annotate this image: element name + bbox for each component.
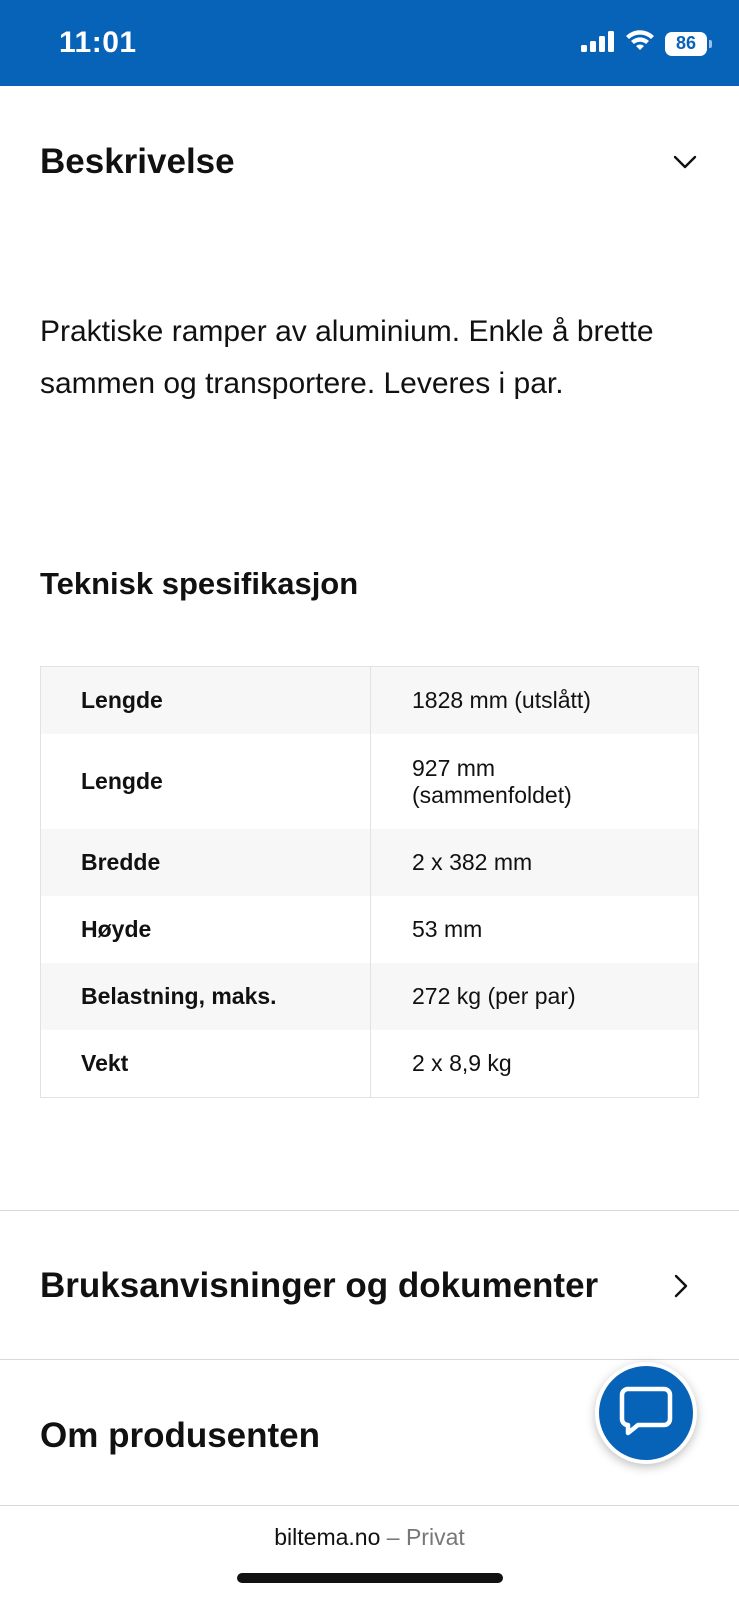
url-domain: biltema.no — [274, 1524, 381, 1550]
spec-table — [40, 666, 699, 1098]
table-row — [41, 1030, 698, 1097]
description-header[interactable] — [40, 136, 699, 188]
spec-label: Bredde — [41, 829, 371, 896]
table-row — [41, 667, 698, 734]
status-icons — [581, 30, 707, 57]
description-text: Praktiske ramper av aluminium. Enkle å brette sammen og transportere. Leveres i par. — [40, 315, 654, 400]
manuals-title: Bruksanvisninger og dokumenter — [40, 1266, 599, 1305]
chat-icon — [618, 1385, 674, 1442]
table-row — [41, 829, 698, 896]
about-producer-title: Om produsenten — [40, 1416, 321, 1455]
spec-label: Lengde — [41, 734, 371, 829]
divider — [0, 1359, 739, 1360]
status-bar — [0, 0, 739, 86]
wifi-icon — [625, 30, 655, 57]
spec-value: 1828 mm (utslått) — [412, 687, 591, 713]
divider — [0, 1210, 739, 1211]
spec-value: 927 mm (sammenfoldet) — [412, 754, 572, 808]
status-time: 11:01 — [59, 26, 137, 59]
chevron-right-icon — [667, 1272, 695, 1300]
chevron-down-icon[interactable] — [671, 148, 699, 176]
spec-value: 2 x 382 mm — [412, 849, 533, 875]
spec-label: Belastning, maks. — [41, 963, 371, 1030]
description-title: Beskrivelse — [40, 142, 235, 181]
table-row — [41, 896, 698, 963]
spec-label: Lengde — [41, 667, 371, 734]
signal-icon — [581, 30, 615, 57]
table-row — [41, 734, 698, 829]
spec-value: 2 x 8,9 kg — [412, 1050, 512, 1076]
manuals-section-link[interactable] — [40, 1258, 695, 1314]
table-row — [41, 963, 698, 1030]
url-separator: – — [386, 1524, 400, 1550]
spec-value: 272 kg (per par) — [412, 983, 576, 1009]
spec-title: Teknisk spesifikasjon — [40, 566, 359, 601]
browser-url-bar[interactable] — [0, 1524, 739, 1551]
spec-label: Vekt — [41, 1030, 371, 1097]
divider — [0, 1505, 739, 1506]
browsing-mode: Privat — [405, 1524, 465, 1550]
home-indicator[interactable] — [237, 1573, 503, 1583]
spec-value: 53 mm — [412, 916, 483, 942]
spec-label: Høyde — [41, 896, 371, 963]
battery-icon: 86 — [665, 32, 707, 56]
chat-button[interactable] — [595, 1362, 697, 1464]
